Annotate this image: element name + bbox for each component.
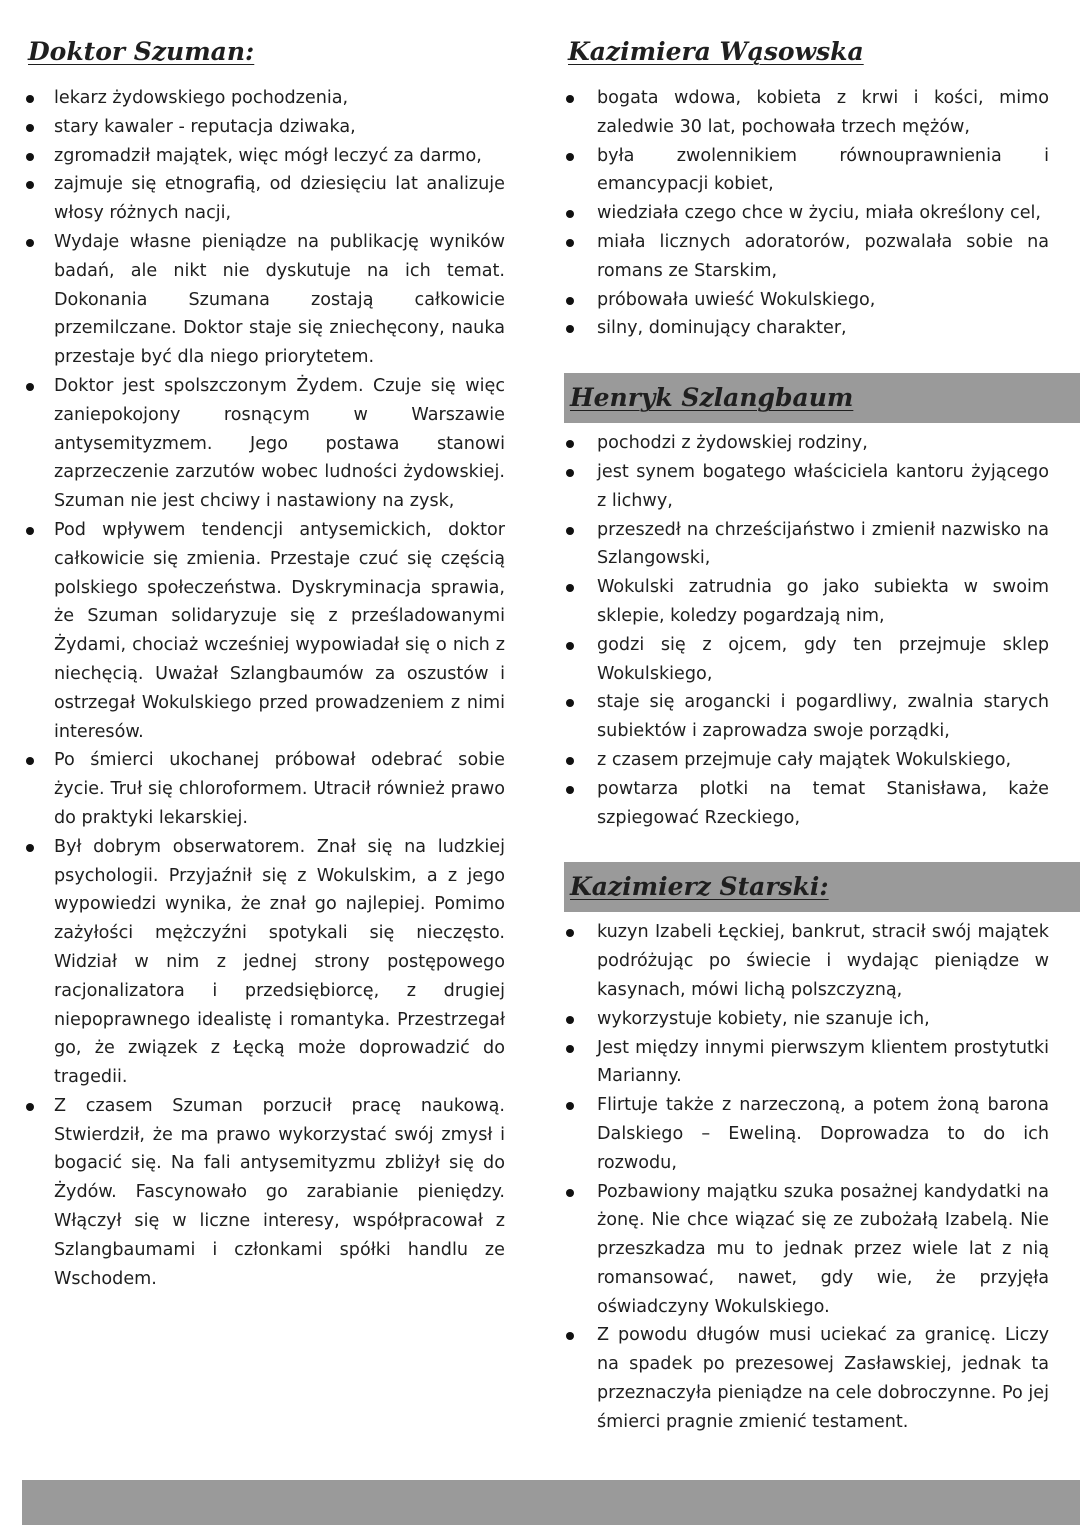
list-item: wykorzystuje kobiety, nie szanuje ich,: [540, 1005, 1049, 1034]
list-item: Był dobrym obserwatorem. Znał się na ludzkiej psychologii. Przyjaźnił się z Wokulskim, a z jego wypowiedzi wynika, że znał go najlepiej. Pomimo zażyłości mężczyźni spotykali się nieczęsto. Widział w nim z jednej strony postępowego racjonalizatora i przedsiębiorcę, z drugiej niepoprawnego idealistę i romantyka. Przestrzegał go, że związek z Łęcką może doprowadzić do tragedii.: [0, 833, 505, 1092]
list-item: Pod wpływem tendencji antysemickich, doktor całkowicie się zmienia. Przestaje czuć się częścią polskiego społeczeństwa. Dyskryminacja sprawia, że Szuman solidaryzuje się z prześladowanymi Żydami, chociaż wcześniej wypowiadał się o nich z niechęcią. Uważał Szlangbaumów za oszustów i ostrzegał Wokulskiego przed prowadzeniem z nimi interesów.: [0, 516, 505, 746]
footer-bar: [22, 1480, 1080, 1525]
wasowska-list: [540, 84, 1080, 343]
list-item: silny, dominujący charakter,: [540, 314, 1049, 343]
starski-list: [540, 918, 1080, 1436]
section-title-szlangbaum: Henryk Szlangbaum: [564, 373, 1080, 423]
list-item: Z czasem Szuman porzucił pracę naukową. Stwierdził, że ma prawo wykorzystać swój zmysł i bogacić się. Na fali antysemityzmu zbliżył się do Żydów. Fascynowało go zarabianie pieniędzy. Włączył się w liczne interesy, współpracował z Szlangbaumami i członkami spółki handlu ze Wschodem.: [0, 1092, 505, 1294]
list-item: z czasem przejmuje cały majątek Wokulskiego,: [540, 746, 1049, 775]
list-item: Doktor jest spolszczonym Żydem. Czuje się więc zaniepokojony rosnącym w Warszawie antysemityzmem. Jego postawa stanowi zaprzeczenie zarzutów wobec ludności żydowskiej. Szuman nie jest chciwy i nastawiony na zysk,: [0, 372, 505, 516]
list-item: Wokulski zatrudnia go jako subiekta w swoim sklepie, koledzy pogardzają nim,: [540, 573, 1049, 631]
list-item: Z powodu długów musi uciekać za granicę. Liczy na spadek po prezesowej Zasławskiej, jednak ta przeznaczyła pieniądze na cele dobroczynne. Po jej śmierci pragnie zmienić testament.: [540, 1321, 1049, 1436]
section-title-wasowska: Kazimiera Wąsowska: [568, 37, 864, 66]
list-item: była zwolennikiem równouprawnienia i emancypacji kobiet,: [540, 142, 1049, 200]
szuman-list: [0, 84, 540, 1293]
list-item: jest synem bogatego właściciela kantoru żyjącego z lichwy,: [540, 458, 1049, 516]
list-item: bogata wdowa, kobieta z krwi i kości, mimo zaledwie 30 lat, pochowała trzech mężów,: [540, 84, 1049, 142]
list-item: godzi się z ojcem, gdy ten przejmuje sklep Wokulskiego,: [540, 631, 1049, 689]
list-item: kuzyn Izabeli Łęckiej, bankrut, stracił swój majątek podróżując po świecie i wydając pieniądze w kasynach, mówi lichą polszczyzną,: [540, 918, 1049, 1004]
list-item: staje się arogancki i pogardliwy, zwalnia starych subiektów i zaprowadza swoje porządki,: [540, 688, 1049, 746]
list-item: miała licznych adoratorów, pozwalała sobie na romans ze Starskim,: [540, 228, 1049, 286]
list-item: Po śmierci ukochanej próbował odebrać sobie życie. Truł się chloroformem. Utracił również prawo do praktyki lekarskiej.: [0, 746, 505, 832]
list-item: lekarz żydowskiego pochodzenia,: [0, 84, 505, 113]
section-title-szuman: Doktor Szuman:: [28, 37, 255, 66]
list-item: stary kawaler - reputacja dziwaka,: [0, 113, 505, 142]
list-item: zgromadził majątek, więc mógł leczyć za darmo,: [0, 142, 505, 171]
list-item: Jest między innymi pierwszym klientem prostytutki Marianny.: [540, 1034, 1049, 1092]
list-item: wiedziała czego chce w życiu, miała określony cel,: [540, 199, 1049, 228]
list-item: zajmuje się etnografią, od dziesięciu lat analizuje włosy różnych nacji,: [0, 170, 505, 228]
list-item: Pozbawiony majątku szuka posażnej kandydatki na żonę. Nie chce wiązać się ze zubożałą Izabelą. Nie przeszkadza mu to jednak przez wiele lat z nią romansować, nawet, gdy wie, że przyjęła oświadczyny Wokulskiego.: [540, 1178, 1049, 1322]
list-item: pochodzi z żydowskiej rodziny,: [540, 429, 1049, 458]
left-column: [0, 0, 540, 1293]
list-item: przeszedł na chrześcijaństwo i zmienił nazwisko na Szlangowski,: [540, 516, 1049, 574]
right-column: [540, 0, 1080, 1437]
list-item: Wydaje własne pieniądze na publikację wyników badań, ale nikt nie dyskutuje na ich temat. Dokonania Szumana zostają całkowicie przemilczane. Doktor staje się zniechęcony, nauka przestaje być dla niego priorytetem.: [0, 228, 505, 372]
list-item: próbowała uwieść Wokulskiego,: [540, 286, 1049, 315]
list-item: Flirtuje także z narzeczoną, a potem żoną barona Dalskiego – Eweliną. Doprowadza to do ich rozwodu,: [540, 1091, 1049, 1177]
section-title-starski: Kazimierz Starski:: [564, 862, 1080, 912]
list-item: powtarza plotki na temat Stanisława, każe szpiegować Rzeckiego,: [540, 775, 1049, 833]
szlangbaum-list: [540, 429, 1080, 832]
